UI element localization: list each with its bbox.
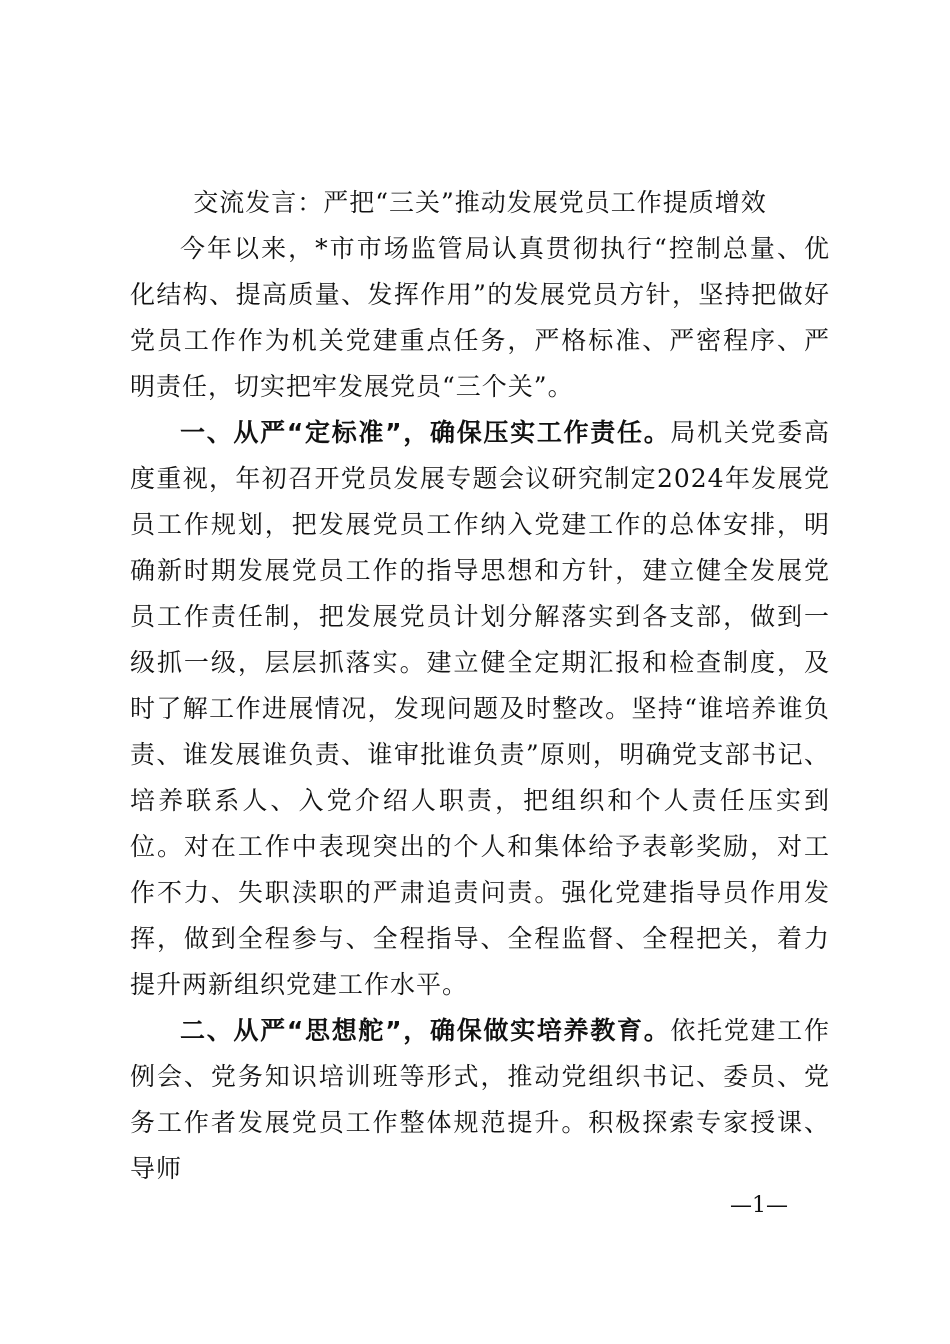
paragraph-text: 局机关党委高度重视，年初召开党员发展专题会议研究制定2024年发展党员工作规划，把发展党员工作纳入党建工作的总体安排，明确新时期发展党员工作的指导思想和方针，建立健全发展党员工作责任制，把发展党员计划分解落实到各支部，做到一级抓一级，层层抓落实。建立健全定期汇报和检查制度，及时了解工作进展情况，发现问题及时整改。坚持“谁培养谁负责、谁发展谁负责、谁审批谁负责”原则，明确党支部书记、培养联系人、入党介绍人职责，把组织和个人责任压实到位。对在工作中表现突出的个人和集体给予表彰奖励，对工作不力、失职渎职的严肃追责问责。强化党建指导员作用发挥，做到全程参与、全程指导、全程监督、全程把关，着力提升两新组织党建工作水平。 <box>130 418 830 999</box>
paragraph-text: 今年以来，*市市场监管局认真贯彻执行“控制总量、优化结构、提高质量、发挥作用”的发展党员方针，坚持把做好党员工作作为机关党建重点任务，严格标准、严密程序、严明责任，切实把牢发展党员“三个关”。 <box>130 234 830 401</box>
document-title: 交流发言：严把“三关”推动发展党员工作提质增效 <box>193 188 767 217</box>
paragraph-section-1 <box>130 410 830 1008</box>
paragraph-section-2 <box>130 1008 830 1192</box>
paragraph-text: 依托党建工作例会、党务知识培训班等形式，推动党组织书记、委员、党务工作者发展党员工作整体规范提升。积极探索专家授课、导师 <box>130 1016 830 1183</box>
document-body <box>130 226 830 1192</box>
section-heading-1: 一、从严“定标准”，确保压实工作责任。 <box>180 418 671 447</box>
page-number: —1— <box>730 1193 788 1218</box>
section-heading-2: 二、从严“思想舵”，确保做实培养教育。 <box>180 1016 671 1045</box>
paragraph-intro <box>130 226 830 410</box>
